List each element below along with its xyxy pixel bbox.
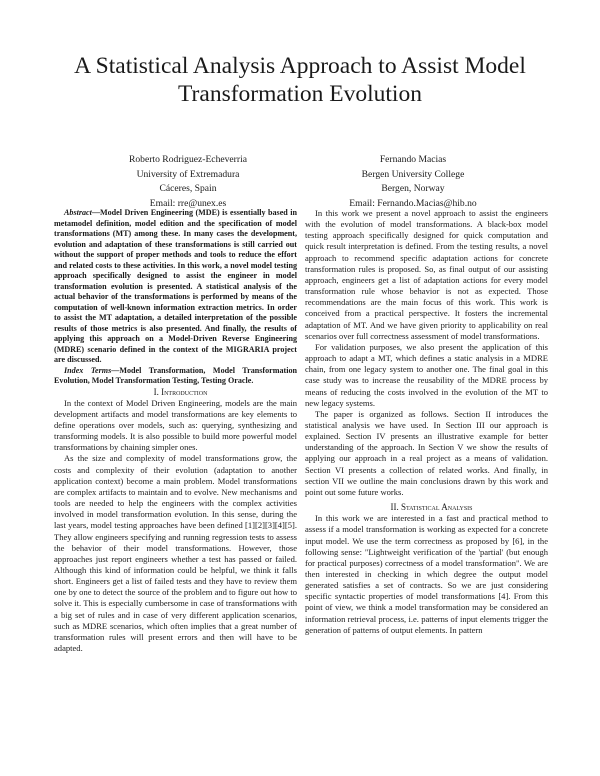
paragraph: In this work we present a novel approach to assist the engineers with the evolution of model transformations. A black-box model testing approach specifically designed for quick computation and quick result interpretation is defined. From the testing results, a novel approach to recommend specific adaptation actions for concrete transformation rules is proposed. So, as final output of our assisting approach, engineers get a list of adaptation actions for every model transformation rule whose behavior is not as expected. Those recommendations are the main focus of this work. This work is conceived from a practical perspective. It fosters the incremental adaptation of MT. And we have given priority to applicability on real scenarios over full correctness assessment of model transformations. — [305, 208, 548, 341]
author-location: Bergen, Norway — [381, 183, 445, 194]
abstract — [54, 208, 297, 366]
author-affiliation: Bergen University College — [361, 168, 465, 180]
paragraph: In this work we are interested in a fast and practical method to assess if a model transformation is working as expected for a concrete input model. We use the term correctness as proposed by [6], in the following sense: "Lightweight verification of the 'partial' (but enough for practical purposes) correctness of a model transformation". We are then interested in checking in which degree the output model generated satisfies a set of contracts. So we are just considering specific syntactic properties of model transformations [4]. From this point of view, we think a model transformation may be considered an information retrieval process, i.e. patterns of input elements trigger the generation of patterns of output elements. In pattern — [305, 513, 548, 635]
index-terms-text: —Model Transformation, Model Transformation Evolution, Model Transformation Testing, Testing Oracle. — [54, 365, 298, 385]
author-email: Email: Fernando.Macias@hib.no — [349, 197, 477, 209]
right-column — [305, 208, 548, 636]
author-name: Fernando Macias — [379, 154, 447, 165]
author-location: Cáceres, Spain — [159, 183, 217, 194]
section-heading: II. Statistical Analysis — [390, 502, 473, 513]
index-terms — [54, 366, 297, 387]
paragraph: As the size and complexity of model transformations grow, the costs and complexity of their evolution (adaptation to another application context) become a main problem. Model transformations are complex artifacts to maintain and to evolve. New mechanisms and tools are needed to help the engineers with the complex activities involved in model transformation evolution. In this sense, during the last years, model testing approaches have been defined [1][2][3][4][5]. They allow engineers specifying and running regression tests to assess the behavior of their model transformations. However, those approaches just report engineers whether a test has passed or failed. Although this kind of information could be helpful, we think it falls short. Engineers get a list of failed tests and they have to review them one by one to detect the source of the problem and to figure out how to solve it. This is especially cumbersome in case of transformations with a big set of rules and in case of very different application scenarios, such as MDRE scenarios, which often implies that a great number of transformation rules will present errors and then will have to be adapted. — [54, 453, 297, 654]
author-block-1 — [73, 153, 303, 211]
author-block-2 — [298, 153, 528, 211]
paper-title: A Statistical Analysis Approach to Assist Model Transformation Evolution — [74, 53, 526, 107]
author-affiliation: University of Extremadura — [136, 168, 240, 180]
author-email: Email: rre@unex.es — [149, 197, 227, 209]
abstract-label: Abstract — [64, 208, 92, 217]
index-terms-label: Index Terms — [64, 365, 112, 375]
section-heading: I. Introduction — [153, 386, 208, 397]
author-name: Roberto Rodriguez-Echeverria — [128, 154, 247, 165]
left-column — [54, 208, 297, 654]
paragraph: The paper is organized as follows. Section II introduces the statistical analysis we have used. In Section III our approach is explained. Section IV presents an illustrative example for better understanding of the approach. In Section V we show the results of applying our approach in a real project as a means of validation. Section VI presents a collection of related works. And finally, in section VII we outline the main conclusions drawn by this work and point out some future works. — [305, 408, 548, 497]
paragraph: In the context of Model Driven Engineering, models are the main development artifacts and model transformations are key elements to define operations over models, such as: querying, synthesizing and transforming models. It is also possible to build more powerful model transformations by chaining simpler ones. — [54, 397, 297, 453]
abstract-text: —Model Driven Engineering (MDE) is essentially based in metamodel definition, model edition and the specification of model transformations (MT) among these. In many cases the development, evolution and adaptation of these transformations is still carried out without the support of proper methods and tools to reduce the effort and related costs to these activities. In this work, a novel model testing approach specifically designed to assist the engineer in model transformation evolution is presented. A statistical analysis of the actual behavior of the transformations is performed by means of the computation of well-known information extraction metrics. In order to assist the MT adaptation, a detailed interpretation of the possible results of those metrics is also presented. And finally, the results of applying this approach on a Model-Driven Reverse Engineering (MDRE) scenario defined in the context of the MIGRARIA project are discussed. — [54, 208, 297, 364]
paragraph: For validation purposes, we also present the application of this approach to adapt a MT, which defines a static analysis in a MDRE chain, from one legacy system to another one. The final goal in this case study was to increase the reusability of the MDRE process by means of reducing the costs involved in the evolution of the MT to new legacy systems. — [305, 341, 548, 408]
